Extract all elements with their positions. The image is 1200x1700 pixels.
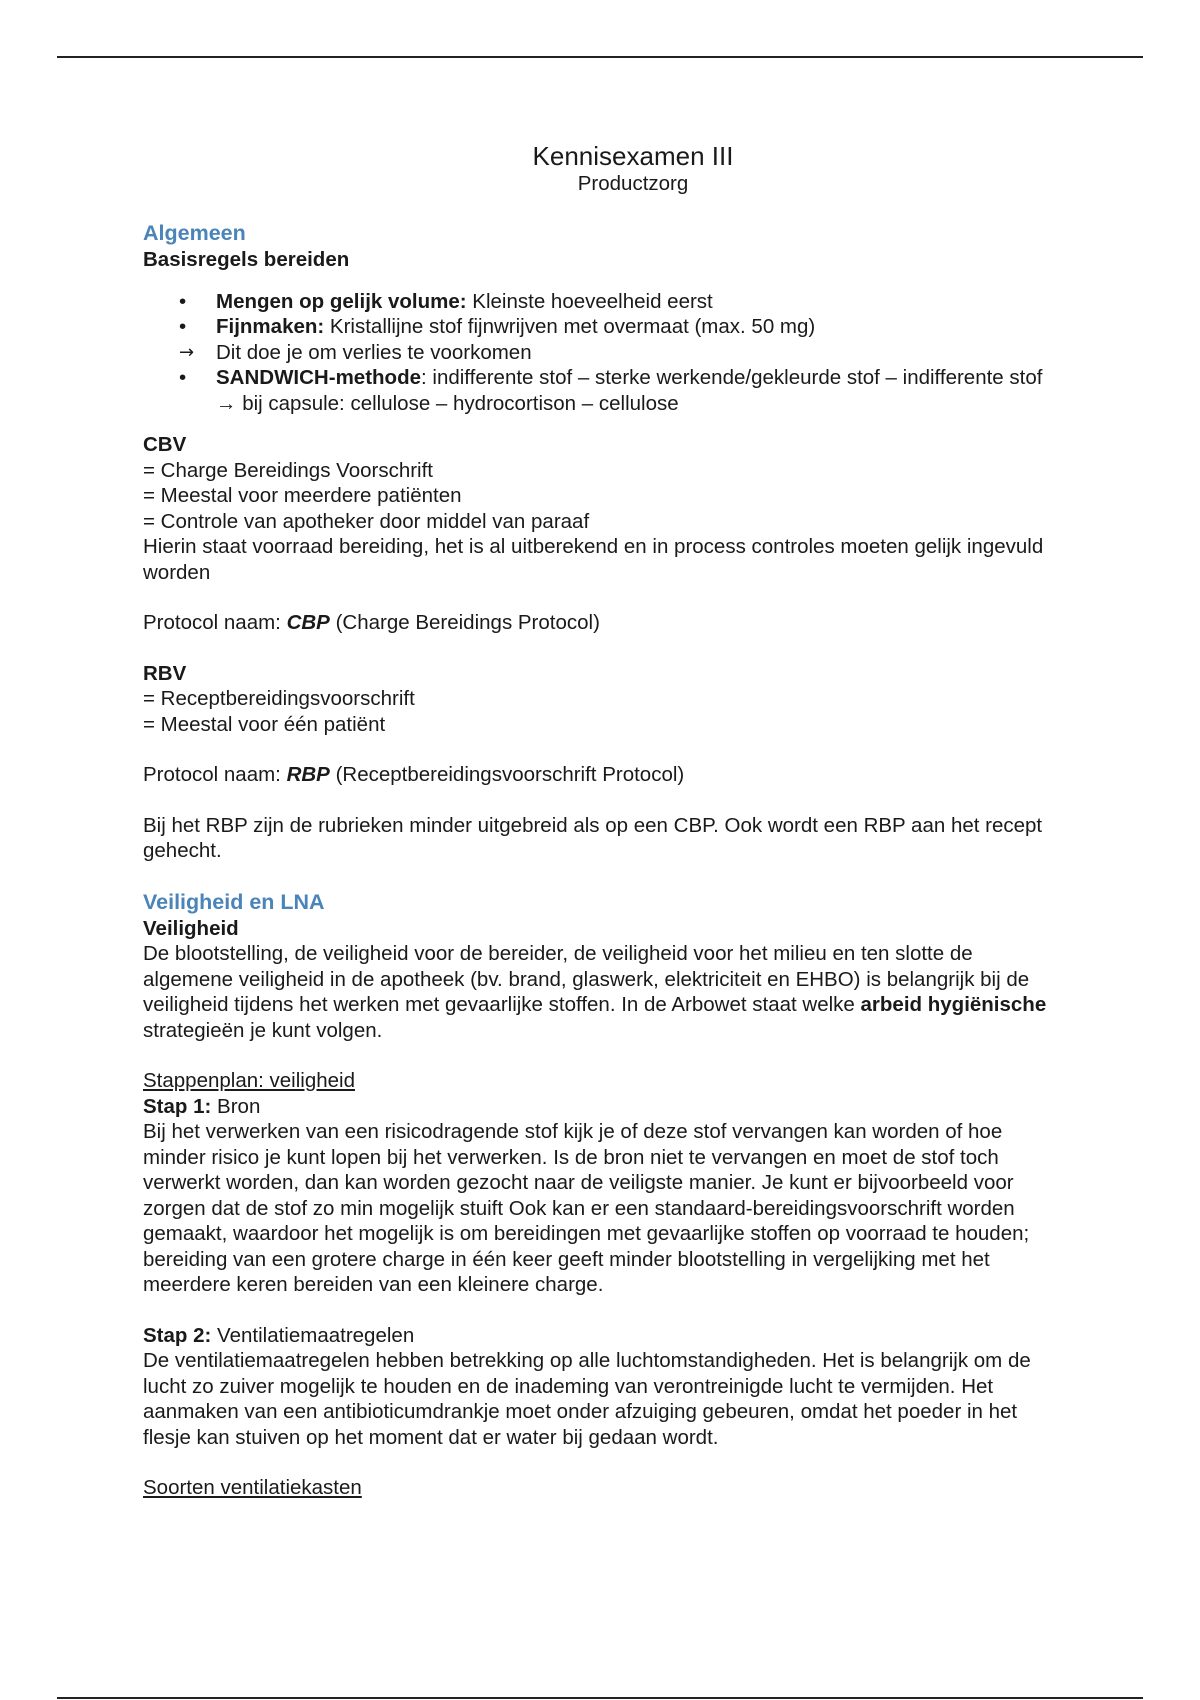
footer-rule bbox=[57, 1697, 1143, 1699]
rbv-line: = Receptbereidingsvoorschrift bbox=[143, 687, 415, 710]
protocol-prefix: Protocol naam: bbox=[143, 611, 287, 634]
bullet-marker: • bbox=[179, 289, 187, 313]
basisregels-list bbox=[143, 289, 1063, 417]
list-item bbox=[143, 365, 1063, 416]
cbv-paragraph: Hierin staat voorraad bereiding, het is al uitberekend en in process controles moeten gelijk ingevuld worden bbox=[143, 535, 1044, 584]
section-heading-algemeen: Algemeen bbox=[143, 221, 246, 245]
document-subtitle: Productzorg bbox=[577, 172, 689, 195]
protocol-prefix: Protocol naam: bbox=[143, 763, 287, 786]
stappenplan-heading: Stappenplan: veiligheid bbox=[143, 1069, 355, 1092]
veiligheid-paragraph bbox=[143, 941, 1063, 1043]
cbv-protocol bbox=[143, 610, 1063, 636]
cbv-line: = Controle van apotheker door middel van paraaf bbox=[143, 509, 590, 533]
arrow-icon: → bbox=[179, 341, 195, 363]
step2-heading bbox=[143, 1323, 1063, 1349]
rbv-paragraph: Bij het RBP zijn de rubrieken minder uitgebreid als op een CBP. Ook wordt een RBP aan het recept gehecht. bbox=[143, 813, 1043, 862]
protocol-suffix: (Receptbereidingsvoorschrift Protocol) bbox=[329, 763, 685, 786]
cbv-line: = Meestal voor meerdere patiënten bbox=[143, 484, 462, 507]
section-heading-veiligheid-lna: Veiligheid en LNA bbox=[143, 889, 325, 914]
list-item-term: Mengen op gelijk volume: bbox=[216, 289, 467, 313]
subheading-veiligheid: Veiligheid bbox=[143, 916, 239, 940]
paragraph-text: De blootstelling, de veiligheid voor de bereider, de veiligheid voor het milieu en ten slotte de algemene veiligheid in de apotheek (bv. brand, glaswerk, elektriciteit en EHBO) is belangrijk bij de veiligheid tijdens het werken met gevaarlijke stoffen. In de Arbowet staat welke bbox=[143, 942, 1030, 1016]
step-label: Stap 2: bbox=[143, 1323, 212, 1347]
paragraph-text: strategieën je kunt volgen. bbox=[143, 1018, 383, 1042]
step2-paragraph: De ventilatiemaatregelen hebben betrekking op alle luchtomstandigheden. Het is belangrijk om de lucht zo zuiver mogelijk te houden en de inademing van verontreinigde lucht te vermijden. Het aanmaken van een antibioticumdrankje moet onder afzuiging gebeuren, omdat het poeder in het flesje kan stuiven op het moment dat er water bij gedaan wordt. bbox=[143, 1349, 1031, 1449]
step-title: Bron bbox=[211, 1094, 261, 1118]
list-item-term: Fijnmaken: bbox=[216, 315, 325, 338]
header-rule bbox=[57, 56, 1143, 58]
protocol-code: RBP bbox=[286, 763, 330, 786]
step1-paragraph: Bij het verwerken van een risicodragende stof kijk je of deze stof vervangen kan worden of hoe minder risico je kunt lopen bij het verwerken. Is de bron niet te vervangen en moet de stof toch verwerkt worden, dan kan worden gezocht naar de veiligste manier. Je kunt er bijvoorbeeld voor zorgen dat de stof zo min mogelijk stuift Ook kan er een standaard-bereidingsvoorschrift worden gemaakt, waardoor het mogelijk is om bereidingen met gevaarlijke stoffen op voorraad te houden; bereiding van een grotere charge in één keer geeft minder blootstelling in vergelijking met het meerdere keren bereiden van een kleinere charge. bbox=[143, 1120, 1030, 1296]
bullet-marker: • bbox=[179, 315, 187, 338]
cbv-line: = Charge Bereidings Voorschrift bbox=[143, 458, 434, 482]
step1-heading bbox=[143, 1094, 1063, 1120]
paragraph-bold: arbeid hygiënische bbox=[860, 993, 1047, 1016]
ventilatiekasten-heading: Soorten ventilatiekasten bbox=[143, 1476, 362, 1499]
list-item-text: : indifferente stof – sterke werkende/gekleurde stof – indifferente stof → bij capsule: cellulose – hydrocortison – cellulose bbox=[216, 366, 1043, 415]
document-page bbox=[143, 140, 1063, 1501]
subheading-basisregels: Basisregels bereiden bbox=[143, 248, 350, 271]
list-item bbox=[143, 340, 1063, 366]
list-item bbox=[143, 289, 1063, 315]
list-item-term: SANDWICH-methode bbox=[216, 366, 421, 389]
bullet-marker: • bbox=[179, 366, 187, 389]
heading-rbv: RBV bbox=[143, 661, 187, 685]
list-item-text: Kristallijne stof fijnwrijven met overmaat (max. 50 mg) bbox=[324, 315, 816, 338]
rbv-line: = Meestal voor één patiënt bbox=[143, 712, 386, 736]
protocol-code: CBP bbox=[286, 611, 330, 634]
heading-cbv: CBV bbox=[143, 433, 187, 456]
list-item-text: Kleinste hoeveelheid eerst bbox=[466, 289, 713, 313]
step-title: Ventilatiemaatregelen bbox=[211, 1323, 415, 1347]
list-item bbox=[143, 314, 1063, 340]
rbv-protocol bbox=[143, 762, 1063, 788]
protocol-suffix: (Charge Bereidings Protocol) bbox=[329, 611, 600, 634]
step-label: Stap 1: bbox=[143, 1094, 212, 1118]
document-title: Kennisexamen III bbox=[532, 141, 734, 171]
list-item-text: Dit doe je om verlies te voorkomen bbox=[216, 340, 532, 364]
